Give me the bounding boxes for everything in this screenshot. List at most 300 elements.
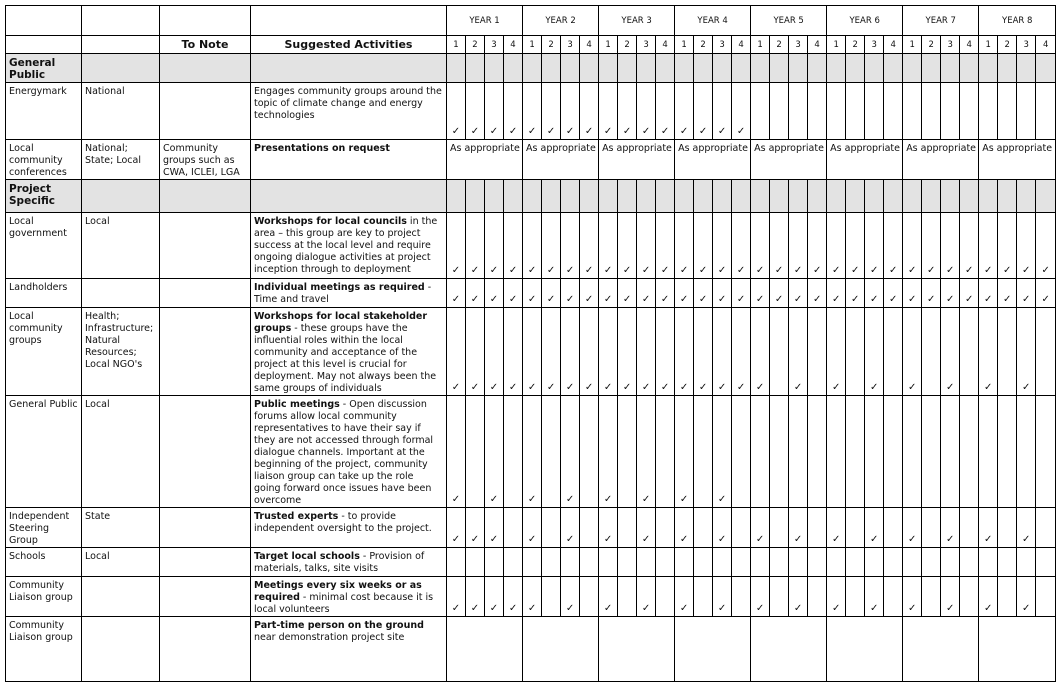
quarter-header: 2 (770, 36, 789, 54)
check-mark-cell: ✓ (827, 308, 846, 396)
check-mark-cell: ✓ (637, 396, 656, 508)
category-blank-cell (732, 180, 751, 213)
activity-text: - minimal cost because it is local volunteers (254, 592, 434, 615)
empty-quarter-cell (1036, 83, 1056, 140)
empty-quarter-cell (827, 83, 846, 140)
empty-quarter-cell (1036, 577, 1056, 617)
category-blank-cell (485, 180, 504, 213)
check-mark-cell: ✓ (466, 508, 485, 548)
category-blank-cell (846, 54, 865, 83)
check-mark-cell: ✓ (523, 308, 542, 396)
empty-quarter-cell (884, 396, 903, 508)
category-blank-cell (542, 54, 561, 83)
quarter-header: 4 (808, 36, 827, 54)
check-mark-cell: ✓ (865, 279, 884, 308)
category-blank-cell (789, 180, 808, 213)
empty-quarter-cell (846, 577, 865, 617)
check-mark-cell: ✓ (903, 213, 922, 279)
category-blank-cell (675, 54, 694, 83)
check-mark-cell: ✓ (979, 213, 998, 279)
check-mark-cell: ✓ (998, 213, 1017, 279)
empty-quarter-cell (846, 508, 865, 548)
check-mark-cell: ✓ (580, 83, 599, 140)
quarter-header: 1 (751, 36, 770, 54)
suggested-activity (251, 213, 447, 279)
empty-quarter-cell (789, 83, 808, 140)
check-mark-cell: ✓ (485, 213, 504, 279)
category-blank-cell (466, 54, 485, 83)
check-mark-cell: ✓ (447, 396, 466, 508)
to-note-cell (160, 83, 251, 140)
check-mark-cell: ✓ (656, 279, 675, 308)
empty-quarter-cell (1036, 308, 1056, 396)
check-mark-cell: ✓ (713, 83, 732, 140)
category-blank-cell (827, 180, 846, 213)
check-mark-cell: ✓ (618, 279, 637, 308)
empty-quarter-cell (599, 548, 618, 577)
empty-quarter-cell (808, 396, 827, 508)
stakeholder-name: Local community groups (6, 308, 82, 396)
check-mark-cell: ✓ (504, 308, 523, 396)
check-mark-cell: ✓ (941, 508, 960, 548)
empty-quarter-cell (656, 548, 675, 577)
check-mark-cell: ✓ (542, 279, 561, 308)
check-mark-cell: ✓ (656, 213, 675, 279)
empty-quarter-cell (789, 396, 808, 508)
quarter-header: 3 (637, 36, 656, 54)
check-mark-cell: ✓ (884, 213, 903, 279)
check-mark-cell: ✓ (523, 577, 542, 617)
stakeholder-name: Schools (6, 548, 82, 577)
check-mark-cell: ✓ (713, 396, 732, 508)
to-note-cell (160, 213, 251, 279)
check-mark-cell: ✓ (1017, 508, 1036, 548)
empty-quarter-cell (884, 508, 903, 548)
empty-year-cell (447, 617, 523, 682)
check-mark-cell: ✓ (599, 279, 618, 308)
check-mark-cell: ✓ (637, 508, 656, 548)
activity-title: Trusted experts (254, 511, 339, 522)
empty-quarter-cell (618, 508, 637, 548)
category-label: Project Specific (6, 180, 82, 213)
check-mark-cell: ✓ (542, 83, 561, 140)
empty-quarter-cell (808, 308, 827, 396)
empty-quarter-cell (580, 396, 599, 508)
check-mark-cell: ✓ (694, 213, 713, 279)
check-mark-cell: ✓ (542, 308, 561, 396)
category-blank-cell (865, 180, 884, 213)
category-blank-cell (599, 180, 618, 213)
check-mark-cell: ✓ (561, 279, 580, 308)
category-blank-cell (903, 180, 922, 213)
quarter-header: 3 (1017, 36, 1036, 54)
table-row (6, 279, 1056, 308)
to-note-cell (160, 308, 251, 396)
check-mark-cell: ✓ (447, 213, 466, 279)
category-blank-cell (1036, 54, 1056, 83)
suggested-activity (251, 617, 447, 682)
check-mark-cell: ✓ (713, 279, 732, 308)
category-blank-cell (523, 180, 542, 213)
check-mark-cell: ✓ (485, 308, 504, 396)
category-blank-cell (960, 180, 979, 213)
check-mark-cell: ✓ (827, 279, 846, 308)
empty-quarter-cell (447, 548, 466, 577)
suggested-activity (251, 577, 447, 617)
header-blank-cell (6, 36, 82, 54)
check-mark-cell: ✓ (713, 213, 732, 279)
empty-quarter-cell (960, 83, 979, 140)
category-blank-cell (561, 180, 580, 213)
stakeholder-scope: State (82, 508, 160, 548)
empty-quarter-cell (922, 548, 941, 577)
check-mark-cell: ✓ (1017, 577, 1036, 617)
header-blank-cell (160, 6, 251, 36)
stakeholder-scope (82, 279, 160, 308)
empty-quarter-cell (694, 508, 713, 548)
empty-quarter-cell (580, 548, 599, 577)
empty-quarter-cell (922, 83, 941, 140)
check-mark-cell: ✓ (713, 577, 732, 617)
check-mark-cell: ✓ (789, 577, 808, 617)
check-mark-cell: ✓ (447, 577, 466, 617)
check-mark-cell: ✓ (979, 279, 998, 308)
check-mark-cell: ✓ (979, 308, 998, 396)
check-mark-cell: ✓ (808, 279, 827, 308)
check-mark-cell: ✓ (789, 508, 808, 548)
to-note-cell (160, 548, 251, 577)
empty-quarter-cell (466, 548, 485, 577)
category-blank-cell (865, 54, 884, 83)
activity-title: Public meetings (254, 399, 340, 410)
category-blank-cell (694, 54, 713, 83)
year-header: YEAR 6 (827, 6, 903, 36)
category-blank-cell (82, 54, 160, 83)
table-row (6, 617, 1056, 682)
quarter-header: 1 (675, 36, 694, 54)
quarter-header: 1 (827, 36, 846, 54)
check-mark-cell: ✓ (504, 577, 523, 617)
empty-quarter-cell (998, 83, 1017, 140)
activity-text: - Time and travel (254, 282, 432, 305)
header-years-row (6, 6, 1056, 36)
stakeholder-scope (82, 617, 160, 682)
check-mark-cell: ✓ (1017, 308, 1036, 396)
category-blank-cell (82, 180, 160, 213)
empty-quarter-cell (884, 577, 903, 617)
check-mark-cell: ✓ (466, 213, 485, 279)
activity-title: Workshops for local councils (254, 216, 407, 227)
category-blank-cell (618, 54, 637, 83)
empty-quarter-cell (751, 83, 770, 140)
category-blank-cell (941, 54, 960, 83)
check-mark-cell: ✓ (979, 577, 998, 617)
check-mark-cell: ✓ (751, 308, 770, 396)
check-mark-cell: ✓ (637, 279, 656, 308)
quarter-header: 1 (523, 36, 542, 54)
activity-title: Part-time person on the ground (254, 620, 424, 631)
empty-quarter-cell (694, 577, 713, 617)
table-row (6, 508, 1056, 548)
stakeholder-scope: Local (82, 396, 160, 508)
quarter-header: 2 (694, 36, 713, 54)
category-blank-cell (561, 54, 580, 83)
check-mark-cell: ✓ (732, 213, 751, 279)
check-mark-cell: ✓ (694, 308, 713, 396)
empty-quarter-cell (998, 508, 1017, 548)
stakeholder-scope: National; State; Local (82, 140, 160, 180)
check-mark-cell: ✓ (485, 577, 504, 617)
check-mark-cell: ✓ (751, 508, 770, 548)
check-mark-cell: ✓ (561, 213, 580, 279)
check-mark-cell: ✓ (447, 508, 466, 548)
check-mark-cell: ✓ (675, 83, 694, 140)
empty-quarter-cell (979, 396, 998, 508)
suggested-activity (251, 140, 447, 180)
check-mark-cell: ✓ (751, 279, 770, 308)
activity-text: - to provide independent oversight to the project. (254, 511, 432, 534)
quarter-header: 4 (1036, 36, 1056, 54)
category-blank-cell (713, 54, 732, 83)
check-mark-cell: ✓ (789, 308, 808, 396)
category-blank-cell (732, 54, 751, 83)
quarter-header: 4 (656, 36, 675, 54)
check-mark-cell: ✓ (447, 83, 466, 140)
category-blank-cell (979, 180, 998, 213)
check-mark-cell: ✓ (770, 279, 789, 308)
category-blank-cell (447, 180, 466, 213)
category-blank-cell (998, 180, 1017, 213)
check-mark-cell: ✓ (447, 279, 466, 308)
quarter-header: 1 (599, 36, 618, 54)
empty-quarter-cell (941, 396, 960, 508)
category-blank-cell (998, 54, 1017, 83)
table-row (6, 83, 1056, 140)
category-blank-cell (922, 180, 941, 213)
check-mark-cell: ✓ (1036, 279, 1056, 308)
check-mark-cell: ✓ (637, 577, 656, 617)
check-mark-cell: ✓ (694, 279, 713, 308)
check-mark-cell: ✓ (561, 308, 580, 396)
header-blank-cell (251, 6, 447, 36)
suggested-activity (251, 83, 447, 140)
empty-quarter-cell (542, 548, 561, 577)
empty-quarter-cell (751, 396, 770, 508)
empty-quarter-cell (960, 548, 979, 577)
empty-year-cell (979, 617, 1056, 682)
check-mark-cell: ✓ (656, 308, 675, 396)
category-blank-cell (656, 54, 675, 83)
quarter-header: 4 (580, 36, 599, 54)
empty-quarter-cell (694, 396, 713, 508)
check-mark-cell: ✓ (979, 508, 998, 548)
category-blank-cell (580, 180, 599, 213)
check-mark-cell: ✓ (903, 279, 922, 308)
empty-quarter-cell (960, 308, 979, 396)
quarter-header: 2 (618, 36, 637, 54)
check-mark-cell: ✓ (466, 577, 485, 617)
empty-quarter-cell (808, 548, 827, 577)
table-row (6, 577, 1056, 617)
stakeholder-scope (82, 577, 160, 617)
check-mark-cell: ✓ (561, 508, 580, 548)
check-mark-cell: ✓ (599, 83, 618, 140)
empty-quarter-cell (1017, 83, 1036, 140)
category-blank-cell (580, 54, 599, 83)
check-mark-cell: ✓ (675, 213, 694, 279)
as-appropriate-cell: As appropriate (903, 140, 979, 180)
stakeholder-name: Independent Steering Group (6, 508, 82, 548)
check-mark-cell: ✓ (998, 279, 1017, 308)
empty-quarter-cell (523, 548, 542, 577)
quarter-header: 3 (485, 36, 504, 54)
suggested-activity (251, 308, 447, 396)
activity-title: Individual meetings as required (254, 282, 425, 293)
as-appropriate-cell: As appropriate (751, 140, 827, 180)
empty-quarter-cell (504, 508, 523, 548)
table-row (6, 396, 1056, 508)
check-mark-cell: ✓ (903, 308, 922, 396)
category-blank-cell (523, 54, 542, 83)
category-blank-cell (922, 54, 941, 83)
check-mark-cell: ✓ (618, 308, 637, 396)
check-mark-cell: ✓ (941, 213, 960, 279)
category-label: General Public (6, 54, 82, 83)
to-note-cell (160, 396, 251, 508)
category-blank-cell (770, 54, 789, 83)
empty-year-cell (903, 617, 979, 682)
year-header: YEAR 2 (523, 6, 599, 36)
empty-quarter-cell (846, 83, 865, 140)
suggested-activity (251, 396, 447, 508)
empty-quarter-cell (846, 396, 865, 508)
empty-quarter-cell (979, 548, 998, 577)
empty-quarter-cell (485, 548, 504, 577)
empty-quarter-cell (884, 548, 903, 577)
check-mark-cell: ✓ (770, 213, 789, 279)
empty-quarter-cell (542, 396, 561, 508)
check-mark-cell: ✓ (827, 213, 846, 279)
activity-title: Meetings every six weeks or as required (254, 580, 422, 603)
category-blank-cell (846, 180, 865, 213)
category-blank-cell (160, 54, 251, 83)
to-note-cell (160, 577, 251, 617)
empty-quarter-cell (732, 577, 751, 617)
category-blank-cell (884, 54, 903, 83)
activity-text: Engages community groups around the topic of climate change and energy technologies (254, 86, 442, 121)
category-blank-cell (884, 180, 903, 213)
empty-quarter-cell (542, 508, 561, 548)
empty-quarter-cell (675, 548, 694, 577)
category-blank-cell (675, 180, 694, 213)
check-mark-cell: ✓ (732, 308, 751, 396)
empty-year-cell (675, 617, 751, 682)
table-row (6, 140, 1056, 180)
to-note-cell (160, 508, 251, 548)
category-blank-cell (1036, 180, 1056, 213)
suggested-activity (251, 508, 447, 548)
check-mark-cell: ✓ (865, 577, 884, 617)
check-mark-cell: ✓ (618, 213, 637, 279)
empty-quarter-cell (808, 577, 827, 617)
empty-quarter-cell (884, 308, 903, 396)
empty-quarter-cell (542, 577, 561, 617)
empty-quarter-cell (941, 548, 960, 577)
category-blank-cell (1017, 54, 1036, 83)
empty-quarter-cell (770, 396, 789, 508)
empty-quarter-cell (1017, 548, 1036, 577)
engagement-plan-table (5, 5, 1056, 682)
category-blank-cell (504, 180, 523, 213)
stakeholder-name: Community Liaison group (6, 577, 82, 617)
check-mark-cell: ✓ (808, 213, 827, 279)
stakeholder-name: Energymark (6, 83, 82, 140)
check-mark-cell: ✓ (751, 577, 770, 617)
check-mark-cell: ✓ (523, 83, 542, 140)
year-header: YEAR 7 (903, 6, 979, 36)
quarter-header: 3 (713, 36, 732, 54)
check-mark-cell: ✓ (960, 279, 979, 308)
activity-title: Presentations on request (254, 143, 390, 154)
check-mark-cell: ✓ (637, 213, 656, 279)
empty-quarter-cell (808, 83, 827, 140)
check-mark-cell: ✓ (485, 279, 504, 308)
year-header: YEAR 3 (599, 6, 675, 36)
category-blank-cell (903, 54, 922, 83)
empty-quarter-cell (751, 548, 770, 577)
year-header: YEAR 1 (447, 6, 523, 36)
category-blank-cell (808, 180, 827, 213)
empty-quarter-cell (732, 548, 751, 577)
empty-quarter-cell (770, 548, 789, 577)
check-mark-cell: ✓ (599, 213, 618, 279)
check-mark-cell: ✓ (732, 83, 751, 140)
empty-quarter-cell (846, 308, 865, 396)
quarter-header: 1 (979, 36, 998, 54)
year-header: YEAR 4 (675, 6, 751, 36)
empty-quarter-cell (1017, 396, 1036, 508)
check-mark-cell: ✓ (656, 83, 675, 140)
category-blank-cell (808, 54, 827, 83)
check-mark-cell: ✓ (485, 83, 504, 140)
empty-quarter-cell (903, 548, 922, 577)
check-mark-cell: ✓ (922, 213, 941, 279)
check-mark-cell: ✓ (675, 308, 694, 396)
quarter-header: 3 (941, 36, 960, 54)
empty-quarter-cell (922, 308, 941, 396)
empty-quarter-cell (884, 83, 903, 140)
empty-quarter-cell (960, 577, 979, 617)
category-blank-cell (656, 180, 675, 213)
quarter-header: 2 (542, 36, 561, 54)
empty-year-cell (827, 617, 903, 682)
check-mark-cell: ✓ (1017, 279, 1036, 308)
check-mark-cell: ✓ (865, 308, 884, 396)
empty-quarter-cell (979, 83, 998, 140)
to-note-cell (160, 279, 251, 308)
check-mark-cell: ✓ (903, 508, 922, 548)
category-blank-cell (637, 54, 656, 83)
check-mark-cell: ✓ (694, 83, 713, 140)
category-blank-cell (713, 180, 732, 213)
empty-quarter-cell (656, 396, 675, 508)
to-note-cell: Community groups such as CWA, ICLEI, LGA (160, 140, 251, 180)
stakeholder-name: Community Liaison group (6, 617, 82, 682)
check-mark-cell: ✓ (846, 213, 865, 279)
empty-quarter-cell (618, 548, 637, 577)
empty-quarter-cell (960, 508, 979, 548)
activity-title: Target local schools (254, 551, 360, 562)
